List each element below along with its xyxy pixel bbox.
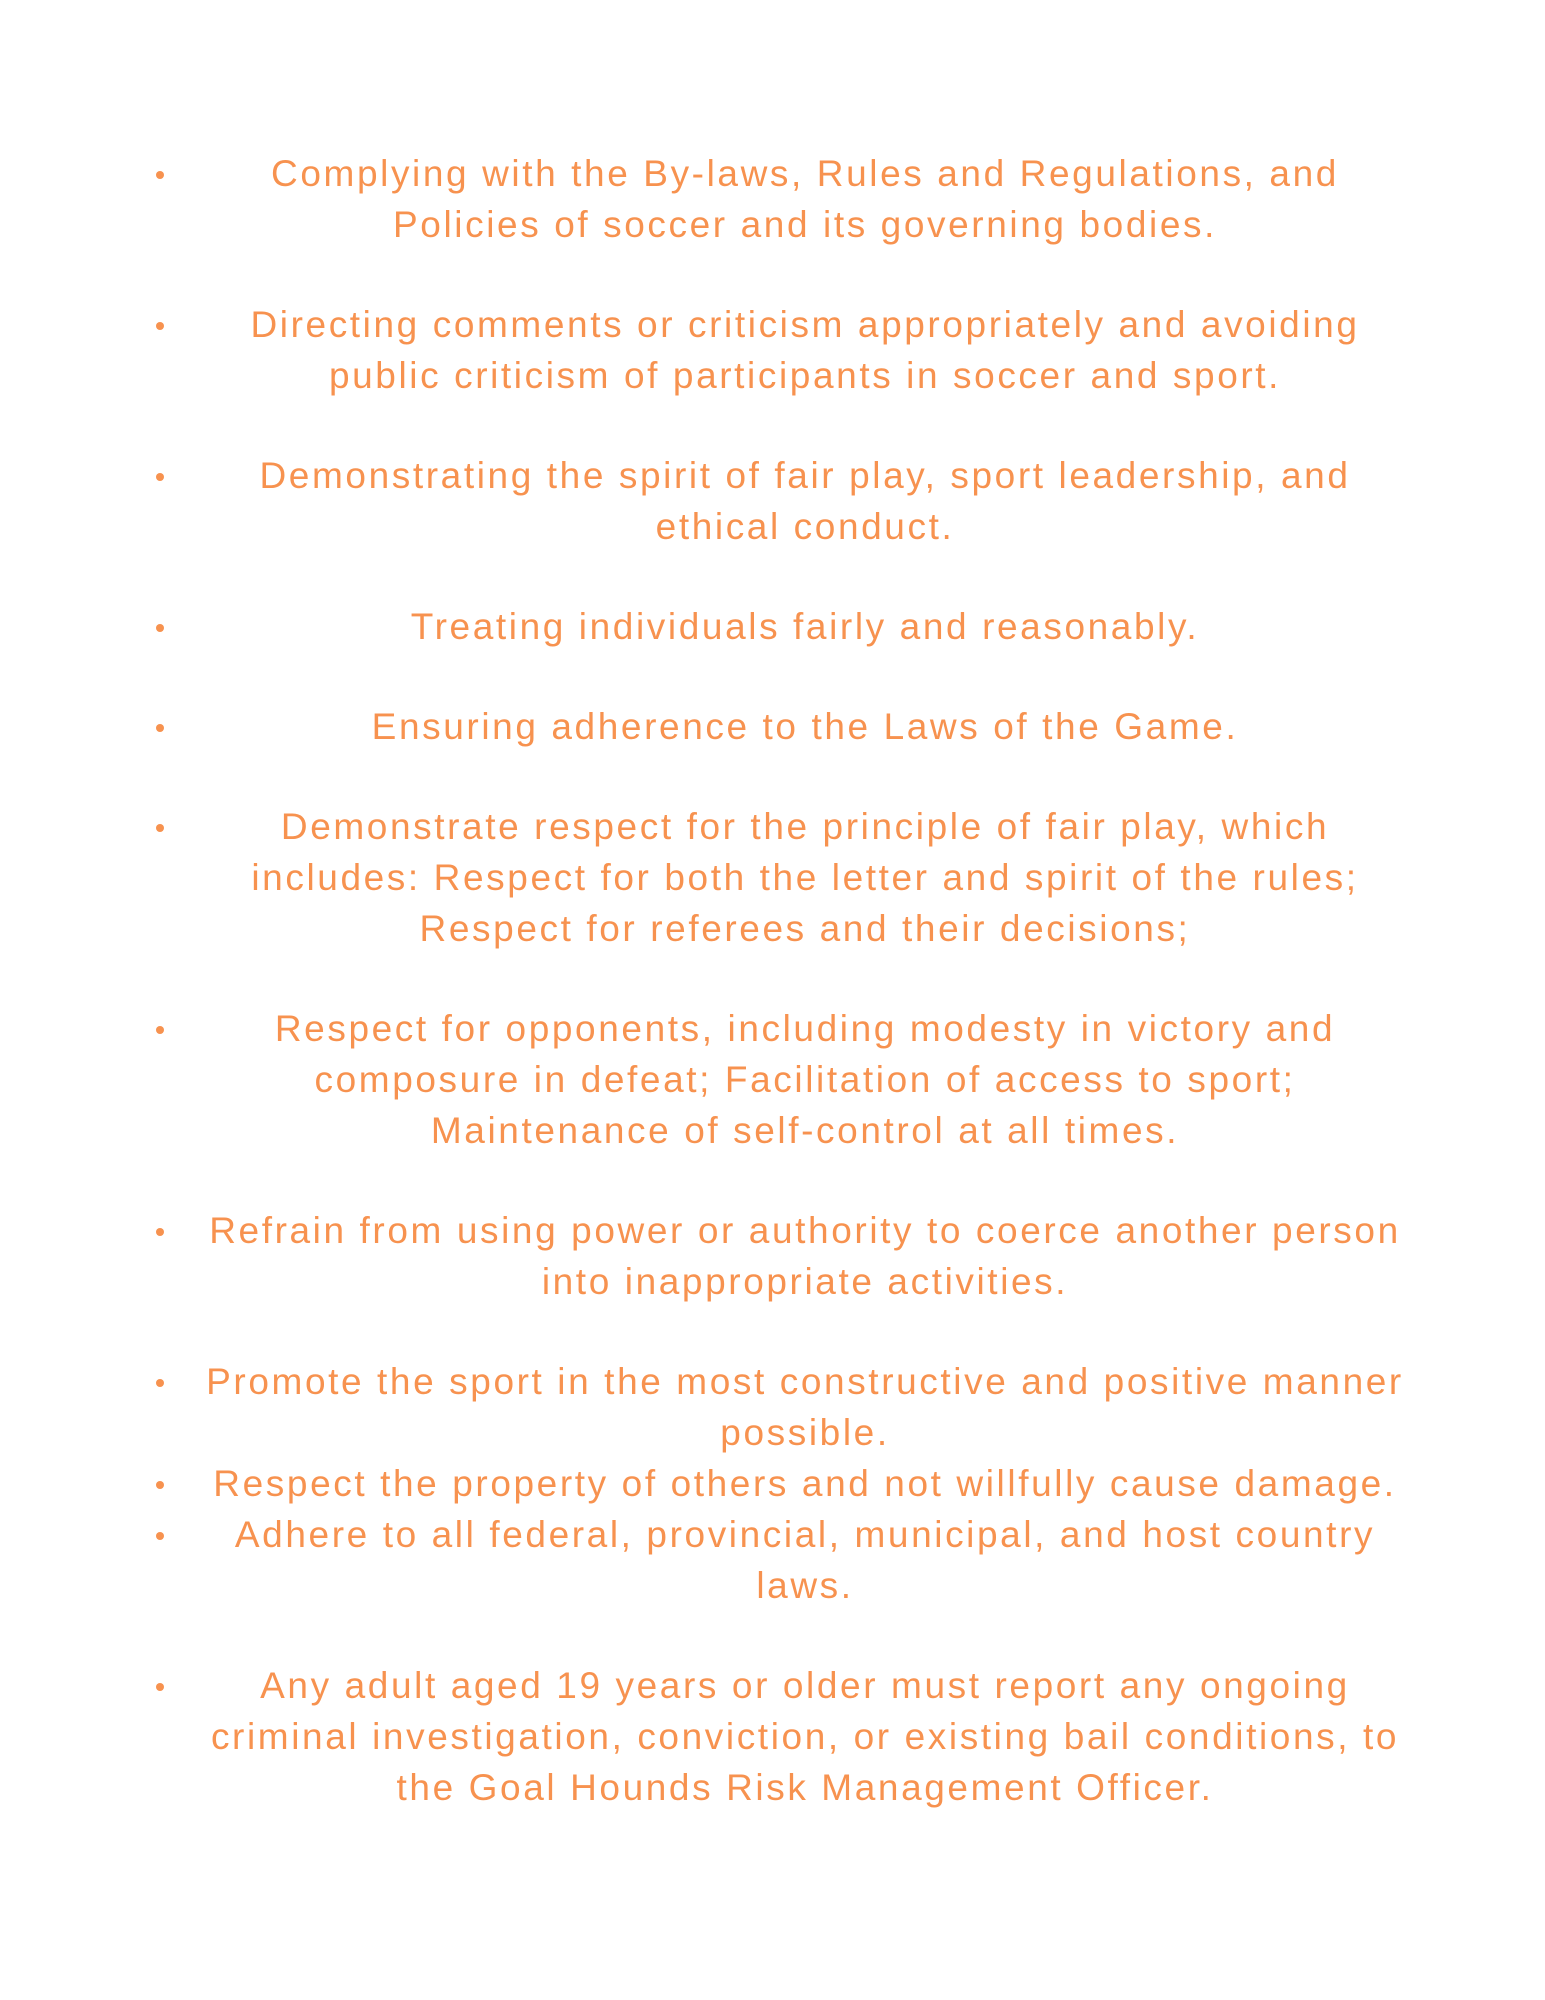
list-item-text: Demonstrating the spirit of fair play, sport leadership, and ethical conduct.	[259, 455, 1351, 547]
bullet-icon	[156, 724, 164, 732]
list-item-text: Any adult aged 19 years or older must report any ongoing criminal investigation, conviction, or existing bail conditions, to the Goal Hounds Risk Management Officer.	[210, 1665, 1400, 1808]
list-item	[150, 450, 1410, 552]
list-item	[150, 1205, 1410, 1307]
bullet-icon	[156, 1228, 164, 1236]
list-item-text: Promote the sport in the most constructive and positive manner possible.	[206, 1361, 1404, 1453]
list-item	[150, 1660, 1410, 1813]
code-of-conduct-list	[150, 148, 1410, 1813]
bullet-icon	[156, 1481, 164, 1489]
list-item	[150, 601, 1410, 652]
bullet-icon	[156, 1532, 164, 1540]
list-item-text: Refrain from using power or authority to coerce another person into inappropriate activities.	[209, 1210, 1401, 1302]
list-item	[150, 148, 1410, 250]
list-item-text: Adhere to all federal, provincial, municipal, and host country laws.	[234, 1514, 1376, 1606]
bullet-icon	[156, 322, 164, 330]
bullet-icon	[156, 624, 164, 632]
list-item-text: Demonstrate respect for the principle of fair play, which includes: Respect for both the letter and spirit of the rules; Respect for referees and their decisions;	[251, 806, 1359, 949]
list-item	[150, 1003, 1410, 1156]
bullet-icon	[156, 171, 164, 179]
list-item	[150, 701, 1410, 752]
list-item-text: Respect for opponents, including modesty in victory and composure in defeat; Facilitation of access to sport; Maintenance of self-control at all times.	[274, 1008, 1336, 1151]
list-item-text: Ensuring adherence to the Laws of the Game.	[371, 706, 1239, 747]
list-item-text: Respect the property of others and not willfully cause damage.	[213, 1463, 1397, 1504]
list-item	[150, 1458, 1410, 1509]
list-item	[150, 1356, 1410, 1458]
bullet-icon	[156, 824, 164, 832]
bullet-icon	[156, 473, 164, 481]
list-item-text: Complying with the By-laws, Rules and Regulations, and Policies of soccer and its governing bodies.	[271, 153, 1339, 245]
list-item	[150, 1509, 1410, 1611]
bullet-icon	[156, 1026, 164, 1034]
list-item-text: Treating individuals fairly and reasonably.	[410, 606, 1200, 647]
list-item	[150, 299, 1410, 401]
list-item	[150, 801, 1410, 954]
list-item-text: Directing comments or criticism appropriately and avoiding public criticism of participants in soccer and sport.	[250, 304, 1360, 396]
bullet-icon	[156, 1683, 164, 1691]
bullet-icon	[156, 1379, 164, 1387]
